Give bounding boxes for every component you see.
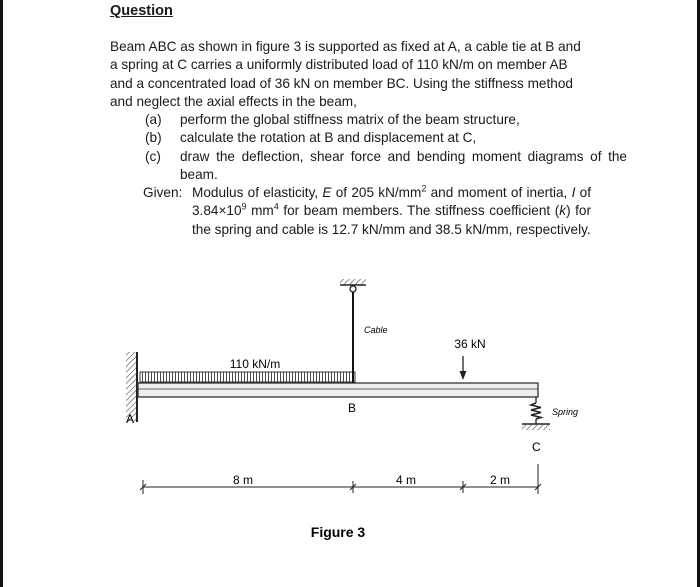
point-load-arrow xyxy=(460,356,467,380)
label-c: C xyxy=(532,440,541,454)
label-a: A xyxy=(126,412,135,426)
figure-caption: Figure 3 xyxy=(310,524,366,540)
udl-load xyxy=(140,372,355,382)
point-load-label: 36 kN xyxy=(454,337,486,351)
dim-load-c-label: 2 m xyxy=(489,473,511,487)
part-c-text: draw the deflection, shear force and bending moment diagrams of the beam. xyxy=(180,149,627,183)
part-b-text: calculate the rotation at B and displacement at C, xyxy=(180,130,477,145)
intro-line-4: and neglect the axial effects in the beam, xyxy=(110,93,357,109)
spring-label: Spring xyxy=(552,407,579,417)
part-c-label: (c) xyxy=(145,149,161,164)
cable-label: Cable xyxy=(364,325,388,335)
given-text: Modulus of elasticity, E of 205 $kN/mm^2$ and moment of inertia, I of $3.84\times 10^9$ $mm^4$ for beam members. The stiffness coefficient (k) for the spring and cable is 12.7 kN/mm and 38.5 kN/mm, respectively. xyxy=(192,183,592,237)
question-heading: Question xyxy=(110,3,173,19)
dim-ab-label: 8 m xyxy=(232,473,254,487)
label-b: B xyxy=(348,401,357,415)
part-a-label: (a) xyxy=(145,112,162,127)
intro-line-2: a spring at C carries a uniformly distributed load of 110 kN/m on member AB xyxy=(110,57,568,73)
part-a-text: perform the global stiffness matrix of the beam structure, xyxy=(180,112,520,127)
spring-support-c xyxy=(522,397,550,430)
given-label: Given: xyxy=(143,185,183,200)
dim-b-load-label: 4 m xyxy=(395,473,417,487)
dimension-line xyxy=(140,464,541,494)
cable-tie xyxy=(340,279,366,383)
intro-line-1: Beam ABC as shown in figure 3 is supported as fixed at A, a cable tie at B and xyxy=(110,39,581,54)
intro-line-3: and a concentrated load of 36 kN on member BC. Using the stiffness method xyxy=(110,75,573,91)
part-b-label: (b) xyxy=(145,130,162,145)
beam-abc xyxy=(138,383,538,397)
udl-label: 110 kN/m xyxy=(229,357,281,371)
